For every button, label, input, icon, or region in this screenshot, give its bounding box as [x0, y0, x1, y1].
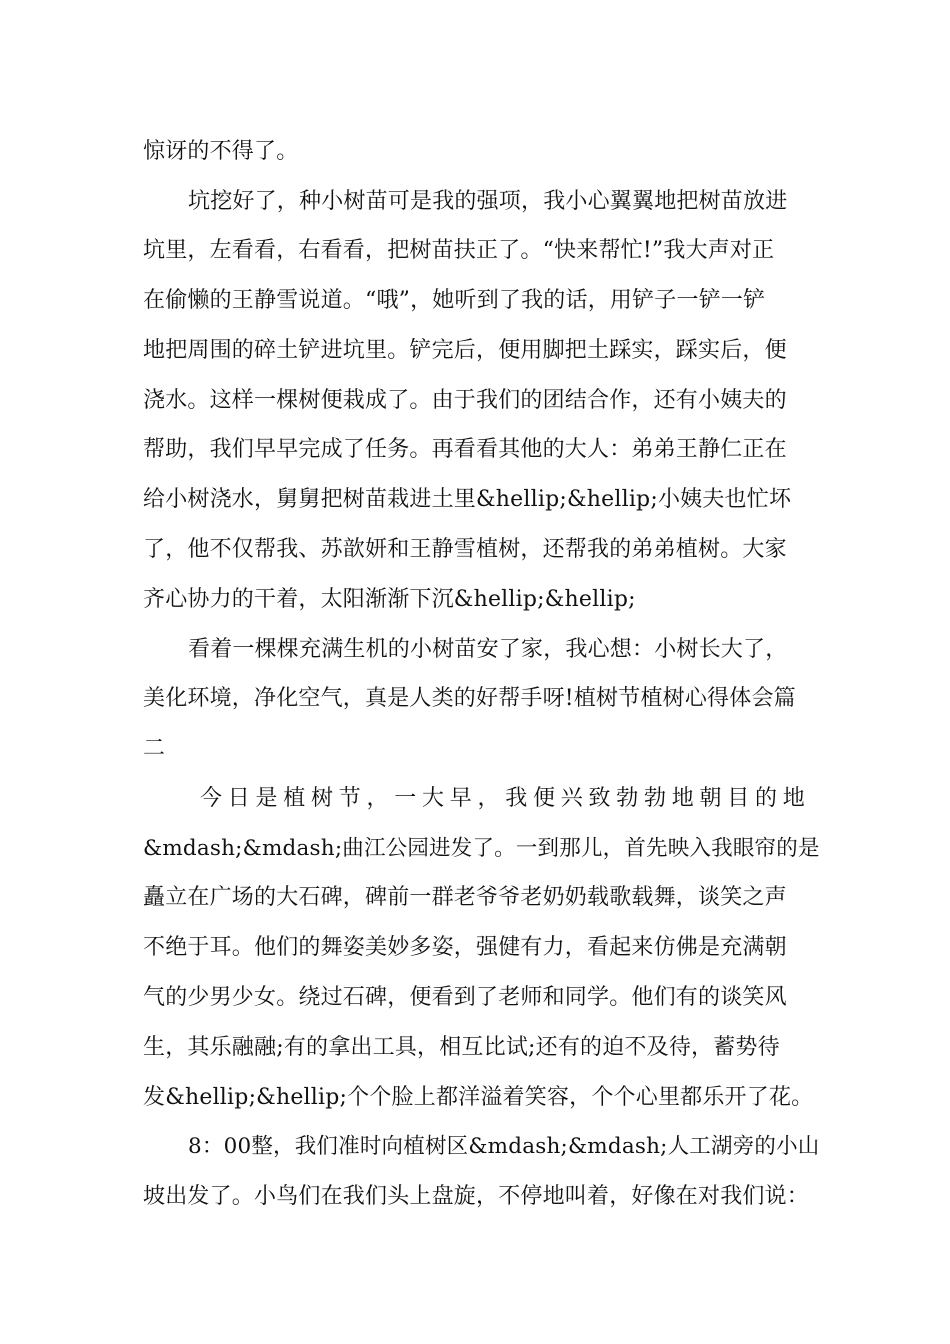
text-line-9: 了，他不仅帮我、苏歆妍和王静雪植树，还帮我的弟弟植树。大家 — [143, 537, 787, 562]
text-line-6: 浇水。这样一棵树便栽成了。由于我们的团结合作，还有小姨夫的 — [143, 388, 787, 413]
text-line-7: 帮助，我们早早完成了任务。再看看其他的大人：弟弟王静仁正在 — [143, 437, 787, 462]
text-line-2: 坑挖好了，种小树苗可是我的强项，我小心翼翼地把树苗放进 — [188, 189, 788, 214]
text-line-11: 看着一棵棵充满生机的小树苗安了家，我心想：小树长大了， — [188, 637, 788, 662]
text-line-16: 矗立在广场的大石碑，碑前一群老爷爷老奶奶载歌载舞，谈笑之声 — [143, 885, 787, 910]
text-line-10: 齐心协力的干着，太阳渐渐下沉&hellip;&hellip; — [143, 587, 636, 612]
text-line-17: 不绝于耳。他们的舞姿美妙多姿，强健有力，看起来仿佛是充满朝 — [143, 935, 787, 960]
text-line-5: 地把周围的碎土铲进坑里。铲完后，便用脚把土踩实，踩实后，便 — [143, 338, 787, 363]
text-line-15: &mdash;&mdash;曲江公园进发了。一到那儿，首先映入我眼帘的是 — [143, 836, 820, 861]
text-line-14: 今日是植树节，一大早，我便兴致勃勃地朝目的地 — [200, 786, 805, 811]
text-line-1: 惊讶的不得了。 — [143, 139, 299, 164]
text-line-4: 在偷懒的王静雪说道。“哦”，她听到了我的话，用铲子一铲一铲 — [143, 288, 766, 313]
text-line-21: 8：00整，我们准时向植树区&mdash;&mdash;人工湖旁的小山 — [188, 1134, 820, 1159]
text-line-18: 气的少男少女。绕过石碑，便看到了老师和同学。他们有的谈笑风 — [143, 985, 787, 1010]
text-line-19: 生，其乐融融;有的拿出工具，相互比试;还有的迫不及待，蓄势待 — [143, 1035, 780, 1060]
text-line-22: 坡出发了。小鸟们在我们头上盘旋，不停地叫着，好像在对我们说： — [143, 1184, 810, 1209]
text-line-20: 发&hellip;&hellip;个个脸上都洋溢着笑容，个个心里都乐开了花。 — [143, 1085, 814, 1110]
text-line-13: 二 — [143, 736, 166, 761]
text-line-12: 美化环境，净化空气，真是人类的好帮手呀!植树节植树心得体会篇 — [143, 686, 796, 711]
text-line-3: 坑里，左看看，右看看，把树苗扶正了。“快来帮忙!”我大声对正 — [143, 238, 775, 263]
text-line-8: 给小树浇水，舅舅把树苗栽进土里&hellip;&hellip;小姨夫也忙坏 — [143, 487, 792, 512]
